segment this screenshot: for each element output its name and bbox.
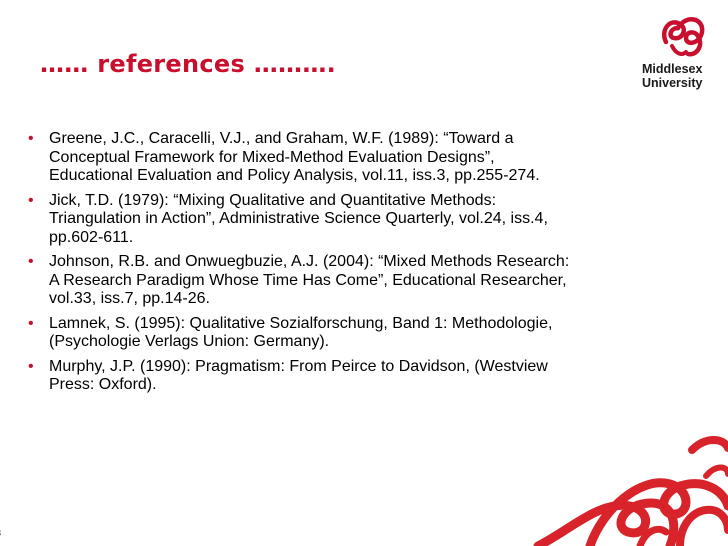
red-swirl-decoration-icon — [530, 380, 728, 546]
bullet-icon: • — [28, 314, 34, 332]
slide-title: …… references ………. — [40, 50, 337, 78]
logo-line-2: University — [642, 76, 703, 90]
bullet-icon: • — [28, 130, 34, 147]
reference-line: Murphy, J.P. (1990): Pragmatism: From Peirce to Davidson, (Westview — [49, 357, 548, 375]
reference-item — [28, 253, 658, 309]
reference-item — [28, 315, 658, 352]
reference-line: Johnson, R.B. and Onwuegbuzie, A.J. (2004): “Mixed Methods Research: — [49, 253, 570, 270]
reference-line: Press: Oxford). — [49, 376, 157, 393]
reference-line: vol.33, iss.7, pp.14-26. — [49, 290, 210, 307]
reference-line: Lamnek, S. (1995): Qualitative Sozialforschung, Band 1: Methodologie, — [49, 314, 553, 332]
reference-line: Greene, J.C., Caracelli, V.J., and Graham, W.F. (1989): “Toward a — [49, 130, 514, 147]
bullet-icon: • — [28, 191, 34, 209]
logo-line-1: Middlesex — [642, 62, 703, 76]
middlesex-ribbon-logo-icon — [652, 12, 716, 60]
reference-line: Jick, T.D. (1979): “Mixing Qualitative and Quantitative Methods: — [49, 191, 497, 209]
reference-line: Educational Evaluation and Policy Analysis, vol.11, iss.3, pp.255-274. — [49, 167, 540, 184]
reference-list — [28, 130, 658, 401]
reference-line: Triangulation in Action”, Administrative Science Quarterly, vol.24, iss.4, — [49, 210, 548, 227]
reference-line: A Research Paradigm Whose Time Has Come”, Educational Researcher, — [49, 271, 567, 289]
reference-line: (Psychologie Verlags Union: Germany). — [49, 333, 330, 350]
university-logo — [642, 12, 718, 102]
reference-line: pp.602-611. — [49, 228, 134, 246]
reference-item — [28, 130, 658, 186]
reference-line: Conceptual Framework for Mixed-Method Evaluation Designs”, — [49, 148, 495, 166]
reference-item — [28, 192, 658, 248]
logo-wordmark — [642, 62, 702, 90]
page-number — [0, 528, 1, 538]
bullet-icon: • — [28, 253, 34, 270]
bullet-icon: • — [28, 357, 34, 375]
